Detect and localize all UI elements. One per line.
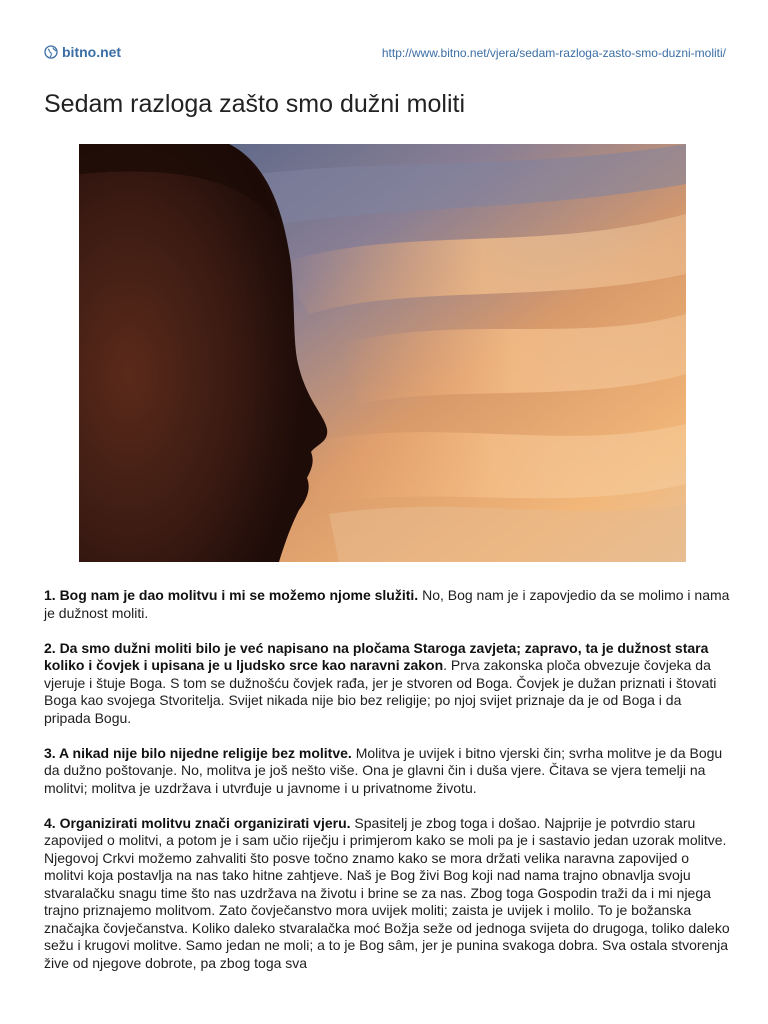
site-name: bitno.net bbox=[62, 44, 122, 60]
paragraph-lead: 3. A nikad nije bilo nijedne religije bez molitve. bbox=[44, 744, 352, 761]
page-url-link[interactable]: http://www.bitno.net/vjera/sedam-razloga-zasto-smo-duzni-moliti/ bbox=[381, 46, 726, 60]
paragraph-text: . Prva zakonska ploča obvezuje čovjeka da vjeruje i štuje Boga. S tom se dužnošću čovjek rađa, jer je stvoren od Boga. Čovjek je dužan priznati i štovati Boga kao svojega Stvoritelja. Svijet nikada nije bio bez religije; po njoj svijet priznaje da je od Boga i da pripada Bogu. bbox=[44, 657, 717, 726]
article-title: Sedam razloga zašto smo dužni moliti bbox=[44, 90, 466, 118]
paragraph-lead: 1. Bog nam je dao molitvu i mi se možemo njome služiti. bbox=[44, 587, 419, 603]
article-image bbox=[79, 144, 686, 562]
sunset-face-illustration bbox=[79, 144, 686, 562]
article-body bbox=[44, 587, 730, 990]
site-logo[interactable] bbox=[44, 44, 121, 60]
paragraph-text: No, Bog nam je i zapovjedio da se molimo i nama je dužnost moliti. bbox=[44, 587, 730, 621]
paragraph-lead: 2. Da smo dužni moliti bilo je već napisano na pločama Staroga zavjeta; zapravo, ta je dužnost stara koliko i čovjek i upisana je u ljudsko srce kao naravni zakon bbox=[44, 639, 709, 673]
paragraph-text: Molitva je uvijek i bitno vjerski čin; svrha molitve je da Bogu da dužno poštovanje. No, molitva je još nešto više. Ona je glavni čin i duša vjere. Čitava se vjera temelji na molitvi; molitva je uzdržava i utvrđuje u javnome i u privatnome životu. bbox=[44, 744, 723, 796]
paragraph-3 bbox=[44, 745, 730, 798]
paragraph-1 bbox=[44, 587, 730, 622]
globe-icon bbox=[44, 45, 58, 59]
paragraph-4 bbox=[44, 815, 730, 973]
page-header bbox=[44, 44, 726, 64]
paragraph-lead: 4. Organizirati molitvu znači organizirati vjeru. bbox=[44, 814, 351, 831]
paragraph-2 bbox=[44, 640, 730, 728]
paragraph-text: Spasitelj je zbog toga i došao. Najprije je potvrdio staru zapovijed o molitvi, a potom je i sam učio riječju i primjerom kako se moli pa je i sastavio jedan uzorak molitve. Njegovoj Crkvi možemo zahvaliti što posve točno znamo kako se mora držati velika naravna zapovijed o molitvi koja postavlja na nas tako hitne zahtjeve. Naš je Bog živi Bog koji nad nama trajno obnavlja svoju stvaralačku snagu time što nas uzdržava na životu i brine se za nas. Zbog toga Gospodin traži da i mi njega trajno priznajemo molitvom. Zato čovječanstvo mora uvijek moliti; zaista je uvijek i molilo. To je božanska značajka čovječanstva. Koliko daleko stvaralačka moć Božja seže od jednoga svijeta do drugoga, toliko daleko sežu i krugovi molitve. Samo jedan ne moli; a to je Bog sâm, jer je punina svakoga dobra. Sva ostala stvorenja žive od njegove dobrote, pa zbog toga sva bbox=[44, 814, 730, 971]
